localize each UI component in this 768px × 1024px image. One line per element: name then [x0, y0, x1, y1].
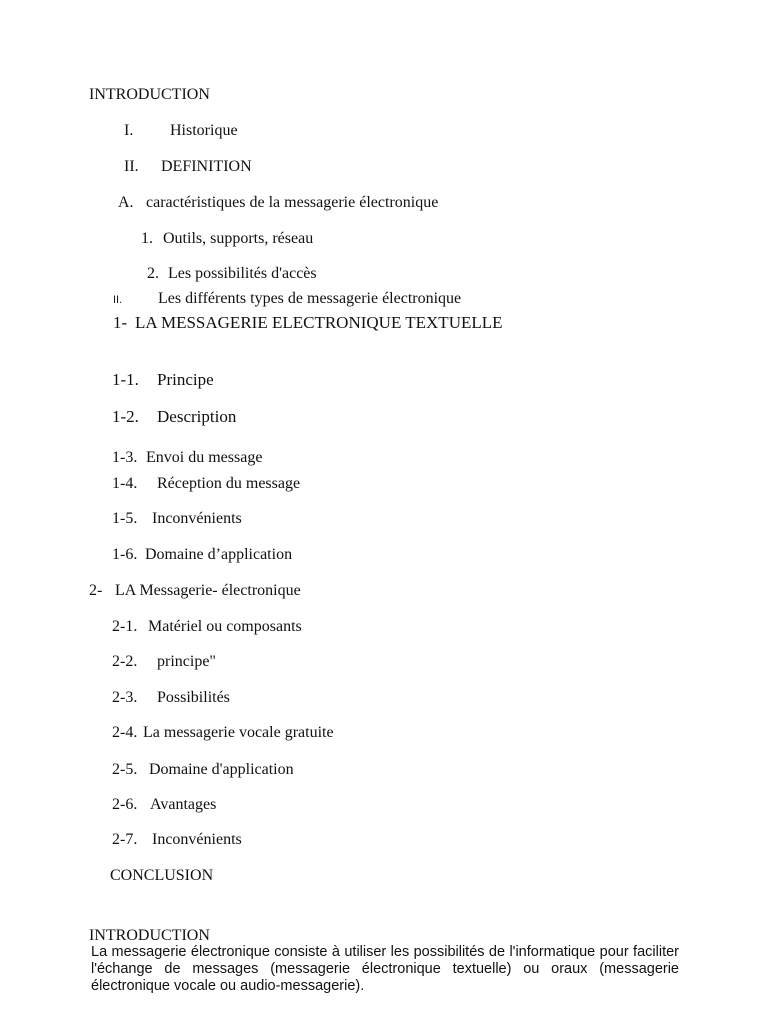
- toc-item-1-6: [112, 545, 292, 565]
- toc-number: 2-1.: [112, 618, 138, 635]
- toc-number: 2-5.: [112, 761, 138, 778]
- toc-number: I.: [124, 122, 134, 139]
- toc-item-1-5: [112, 509, 242, 529]
- toc-label: Les différents types de messagerie électronique: [158, 290, 462, 307]
- toc-label: Description: [157, 407, 237, 426]
- toc-label: principe": [157, 653, 216, 670]
- toc-item-2-4: [112, 723, 334, 743]
- toc-label: Avantages: [150, 796, 217, 813]
- toc-number: 2-4.: [112, 724, 138, 741]
- toc-label: La messagerie vocale gratuite: [143, 724, 334, 741]
- toc-item-2-3: [112, 688, 230, 708]
- toc-label: Outils, supports, réseau: [163, 230, 314, 247]
- toc-number: 2-2.: [112, 653, 138, 670]
- toc-number: 1.: [141, 230, 153, 247]
- toc-item-2-2: [112, 652, 216, 672]
- toc-item-1-4: [112, 474, 300, 494]
- toc-item-definition: [124, 157, 252, 177]
- toc-number: 1-1.: [112, 370, 139, 389]
- toc-label: Inconvénients: [152, 510, 242, 527]
- toc-label: Réception du message: [157, 475, 301, 492]
- toc-number: II.: [124, 158, 139, 175]
- toc-item-1-2: [112, 407, 236, 427]
- toc-item-2-6: [112, 795, 216, 815]
- toc-label: Domaine d’application: [145, 546, 293, 563]
- toc-label: Matériel ou composants: [148, 618, 302, 635]
- toc-number: 2-3.: [112, 689, 138, 706]
- toc-number: 1-6.: [112, 546, 138, 563]
- toc-label: DEFINITION: [161, 158, 252, 175]
- toc-number: II.: [113, 294, 123, 306]
- toc-introduction: INTRODUCTION: [89, 86, 210, 103]
- toc-number: A.: [118, 194, 134, 211]
- toc-conclusion: CONCLUSION: [110, 867, 214, 884]
- toc-number: 2-6.: [112, 796, 138, 813]
- toc-label: caractéristiques de la messagerie électronique: [146, 194, 439, 211]
- toc-item-2-5: [112, 760, 294, 780]
- toc-number: 1-4.: [112, 475, 138, 492]
- toc-label: Domaine d'application: [149, 761, 294, 778]
- toc-item-outils: [141, 229, 313, 249]
- toc-label: Historique: [170, 122, 238, 139]
- toc-label: Principe: [157, 370, 214, 389]
- toc-number: 1-: [113, 313, 128, 332]
- toc-item-2-1: [112, 617, 302, 637]
- toc-label: Possibilités: [157, 689, 230, 706]
- toc-number: 2-: [89, 582, 103, 599]
- toc-item-types: [113, 289, 461, 310]
- toc-label: Envoi du message: [146, 449, 263, 466]
- introduction-paragraph: La messagerie électronique consiste à utiliser les possibilités de l'informatique pour faciliter l'échange de messages (messagerie électronique textuelle) ou oraux (messagerie électronique vocale ou audio-messagerie).: [91, 944, 679, 994]
- section-heading-introduction: INTRODUCTION: [89, 927, 210, 944]
- toc-item-historique: [124, 121, 238, 141]
- toc-item-1-1: [112, 370, 214, 390]
- toc-part-2: [89, 581, 301, 601]
- toc-number: 1-3.: [112, 449, 138, 466]
- toc-number: 2.: [147, 265, 159, 282]
- toc-label: Inconvénients: [152, 831, 242, 848]
- toc-item-caracteristiques: [118, 193, 438, 213]
- toc-item-2-7: [112, 830, 242, 850]
- toc-item-possibilites-acces: [147, 264, 317, 284]
- toc-number: 1-2.: [112, 407, 139, 426]
- toc-label: LA Messagerie- électronique: [115, 582, 301, 599]
- toc-label: Les possibilités d'accès: [168, 265, 317, 282]
- toc-number: 1-5.: [112, 510, 138, 527]
- toc-number: 2-7.: [112, 831, 138, 848]
- toc-part-1: [113, 313, 503, 333]
- toc-label: LA MESSAGERIE ELECTRONIQUE TEXTUELLE: [135, 313, 503, 332]
- toc-item-1-3: [112, 448, 262, 468]
